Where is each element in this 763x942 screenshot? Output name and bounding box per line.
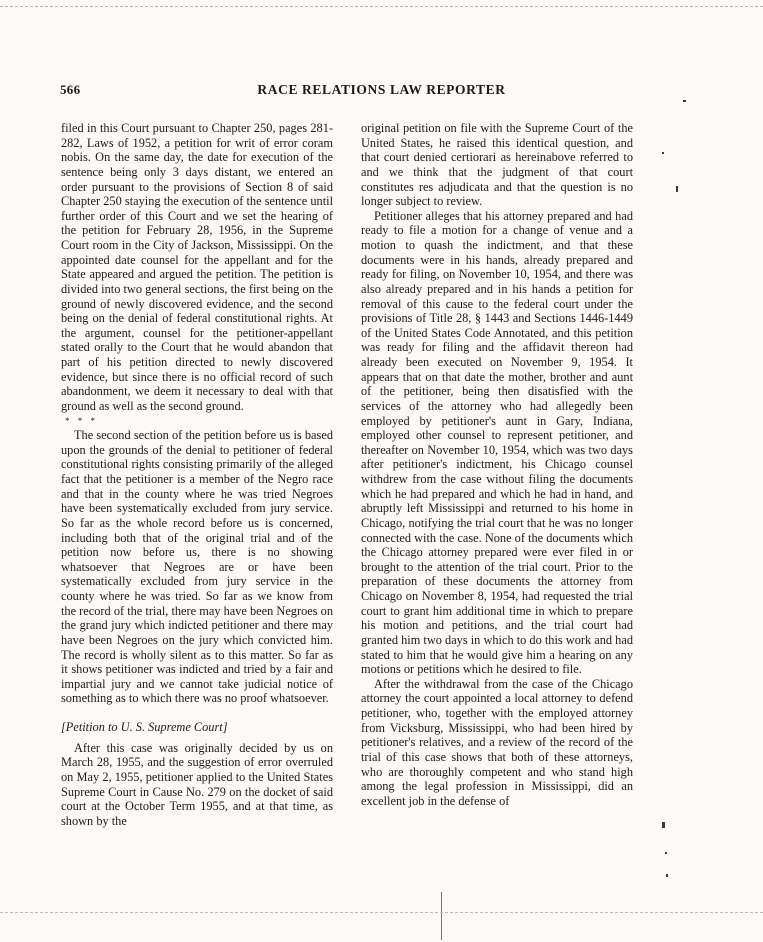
page-number: 566 [60, 82, 81, 97]
scan-speck [662, 822, 665, 828]
scan-speck [666, 874, 668, 877]
paragraph: After this case was originally decided by us on March 28, 1955, and the suggestion of error overruled on May 2, 1955, petitioner applied to the United States Supreme Court in Cause No. 279 on the docket of said court at the October Term 1955, and at that time, as shown by the [61, 740, 333, 828]
paragraph: Petitioner alleges that his attorney prepared and had ready to file a motion for a change of venue and a motion to quash the indictment, and that these documents were in his hands, already prepared and ready for filing, on November 10, 1954, and there was also already prepared and in his hands a petition for removal of this cause to the federal court under the provisions of Title 28, § 1443 and Sections 1446-1449 of the United States Code Annotated, and this petition was ready for filing and the affidavit thereon had already been executed on November 9, 1954. It appears that on that date the mother, brother and aunt of the petitioner, being then disatisfied with the services of the attorney who had allegedly been employed by petitioner's aunt in Gary, Indiana, employed other counsel to represent petitioner, and thereafter on November 10, 1954, which was two days after petitioner's indictment, his Chicago counsel withdrew from the case without filing the documents which he had prepared and which he had in hand, and abruptly left Mississippi and returned to his home in Chicago, notifying the trial court that he was no longer connected with the case. None of the documents which the Chicago attorney prepared were ever filed in or brought to the attention of the trial court. Prior to the preparation of these documents the attorney from Chicago on November 8, 1954, had requested the trial court to grant him additional time in which to prepare his motion and petitions, and the trial court had granted him two days in which to do this work and had stated to him that he would give him a hearing on any motions or petitions which he desired to file. [361, 208, 633, 677]
scan-edge-top [0, 6, 763, 7]
paragraph: original petition on file with the Supreme Court of the United States, he raised this identical question, and that court denied certiorari as hereinabove referred to and we think that the judgment of that court constitutes res adjudicata and that the question is no longer subject to review. [361, 121, 633, 209]
running-header: RACE RELATIONS LAW REPORTER [257, 82, 506, 97]
scan-speck [665, 852, 667, 854]
right-column [361, 121, 633, 808]
scan-edge-bottom [0, 912, 763, 913]
scan-speck [683, 100, 686, 102]
paragraph: filed in this Court pursuant to Chapter 250, pages 281-282, Laws of 1952, a petition for writ of error coram nobis. On the same day, the date for execution of the sentence being only 3 days distant, we entered an order pursuant to the provisions of Section 8 of said Chapter 250 staying the execution of the sentence until further order of this Court and we set the hearing of the petition for February 28, 1956, in the Supreme Court room in the City of Jackson, Mississippi. On the appointed date counsel for the appellant and for the State appeared and argued the petition. The petition is divided into two general sections, the first being on the ground of newly discovered evidence, and the second being on the denial of federal constitutional rights. At the argument, counsel for the petitioner-appellant stated orally to the Court that he would abandon that part of his petition directed to newly discovered evidence, but since there is no official record of such abandonment, we deem it necessary to deal with that ground as well as the second ground. [61, 121, 333, 413]
gutter-line [441, 892, 442, 940]
section-subheading: [Petition to U. S. Supreme Court] [61, 720, 228, 734]
scan-speck [676, 186, 678, 192]
ellipsis-marker: * * * [65, 415, 98, 426]
paragraph: After the withdrawal from the case of the Chicago attorney the court appointed a local attorney to defend petitioner, who, together with the employed attorney from Vicksburg, Mississippi, who had been hired by petitioner's relatives, and a review of the record of the trial of this case shows that both of these attorneys, who are thoroughly competent and who stand high among the legal profession in Mississippi, did an excellent job in the defense of [361, 676, 633, 808]
scan-speck [662, 152, 664, 154]
paragraph: The second section of the petition before us is based upon the grounds of the denial to petitioner of federal constitutional rights consisting primarily of the alleged fact that the petitioner is a member of the Negro race and that in the county where he was tried Negroes have been systematically excluded from jury service. So far as the whole record before us is concerned, including both that of the original trial and of the petition now before us, there is no showing whatsoever that Negroes are or have been systematically excluded from jury service in the county where he was tried. So far as we know from the record of the trial, there may have been Negroes on the grand jury which indicted petitioner and there may have been Negroes on the jury which convicted him. The record is wholly silent as to this matter. So far as it shows petitioner was indicted and tried by a fair and impartial jury and we cannot take judicial notice of something as to which there was no proof whatsoever. [61, 428, 333, 706]
left-column [61, 121, 333, 828]
